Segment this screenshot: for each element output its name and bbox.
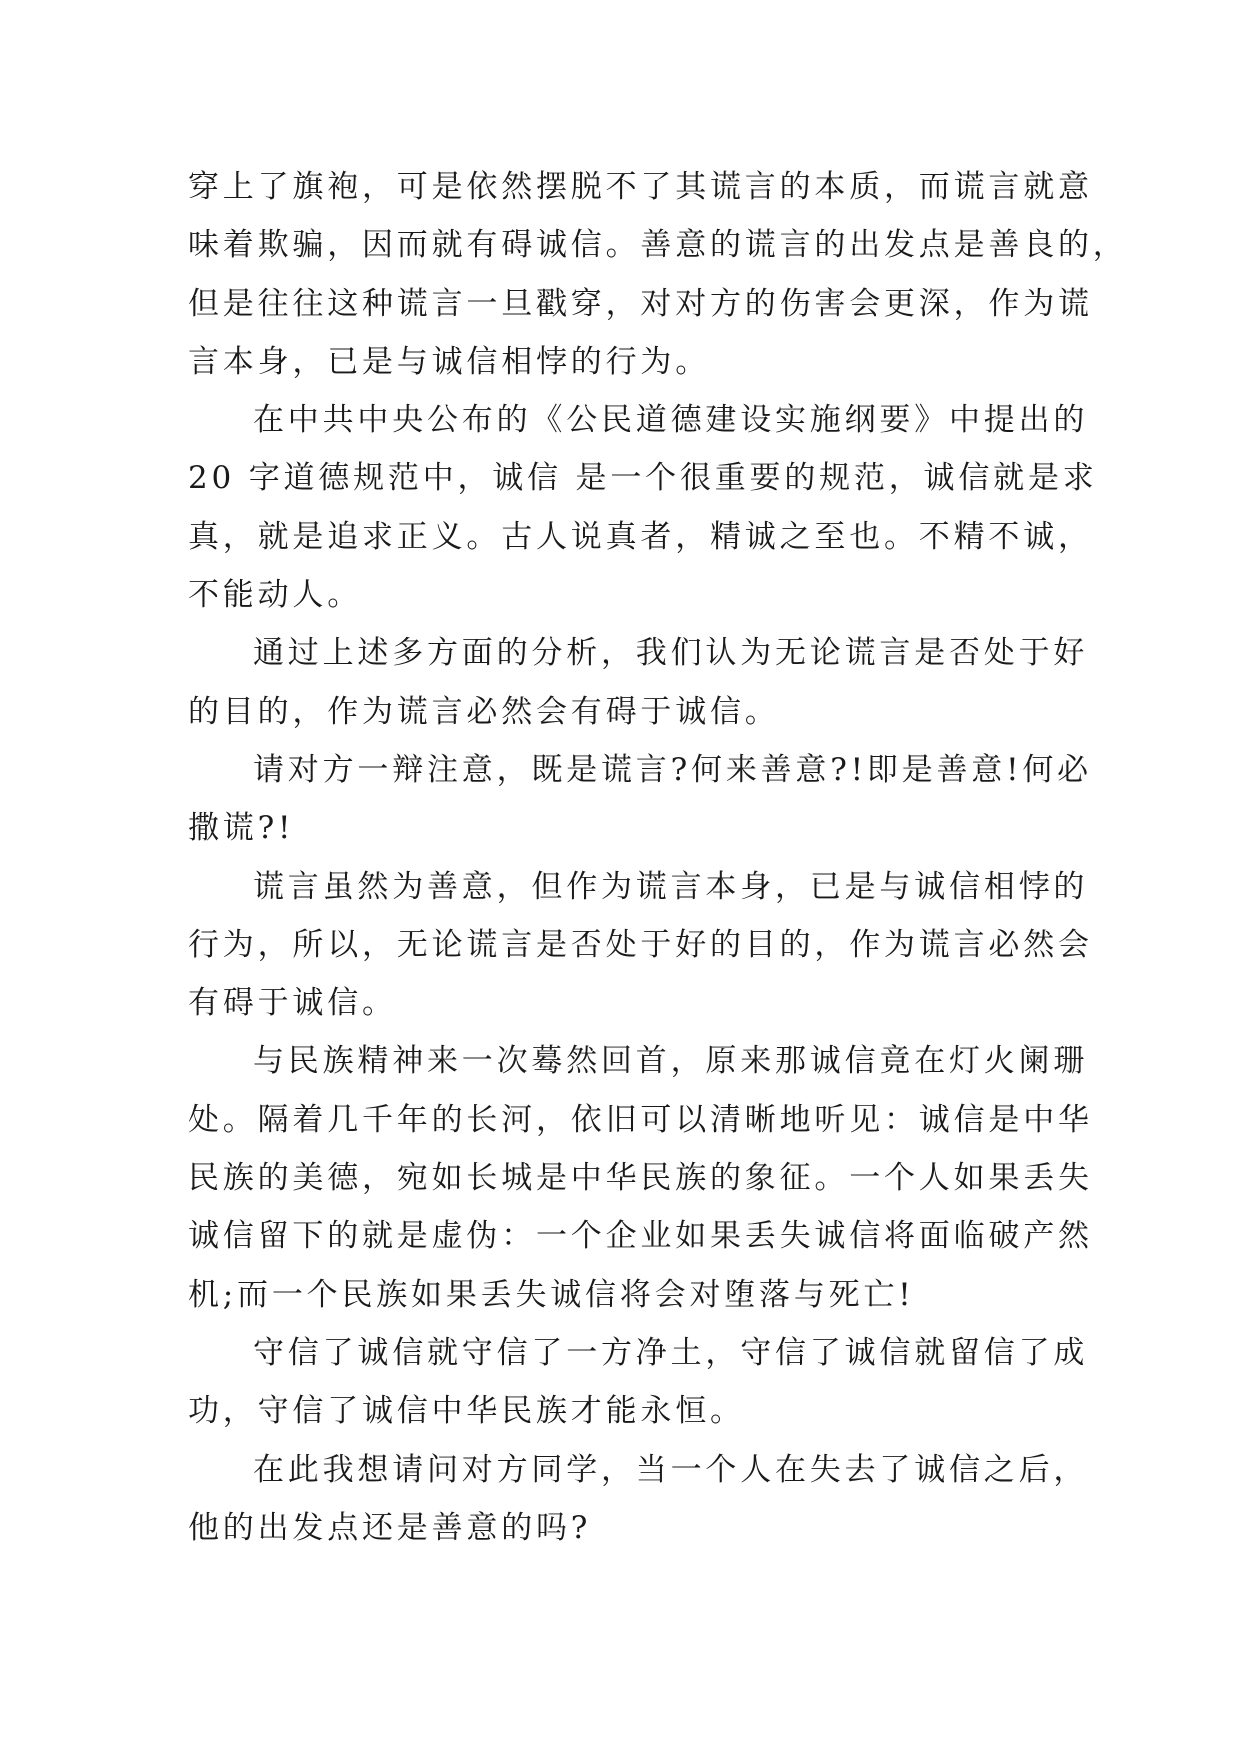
paragraph	[188, 741, 1092, 858]
text-line: 但是往往这种谎言一旦戳穿，对对方的伤害会更深，作为谎	[188, 285, 1093, 322]
text-line: 他的出发点还是善意的吗?	[188, 1509, 592, 1546]
paragraph	[188, 158, 1128, 391]
text-line: 处。隔着几千年的长河，依旧可以清晰地听见：诚信是中华	[188, 1101, 1093, 1138]
paragraph	[188, 624, 1089, 741]
text-line: 不能动人。	[188, 577, 362, 614]
text-line: 味着欺骗，因而就有碍诚信。善意的谎言的出发点是善良的，	[188, 227, 1128, 264]
paragraph	[188, 858, 1093, 1033]
text-line: 行为，所以，无论谎言是否处于好的目的，作为谎言必然会	[188, 926, 1093, 963]
text-line: 诚信留下的就是虚伪：一个企业如果丢失诚信将面临破产然	[188, 1218, 1093, 1255]
text-line: 请对方一辩注意，既是谎言?何来善意?!即是善意!何必	[253, 751, 1092, 788]
text-line: 民族的美德，宛如长城是中华民族的象征。一个人如果丢失	[188, 1160, 1093, 1197]
text-line: 通过上述多方面的分析，我们认为无论谎言是否处于好	[253, 635, 1089, 672]
text-line: 在此我想请问对方同学，当一个人在失去了诚信之后，	[253, 1451, 1089, 1488]
paragraph	[188, 391, 1098, 624]
text-line: 谎言虽然为善意，但作为谎言本身，已是与诚信相悖的	[253, 868, 1089, 905]
paragraph	[188, 1441, 1089, 1558]
text-line: 有碍于诚信。	[188, 985, 397, 1022]
paragraph	[188, 1032, 1093, 1323]
text-line: 20 字道德规范中，诚信 是一个很重要的规范，诚信就是求	[188, 460, 1098, 497]
text-line: 穿上了旗袍，可是依然摆脱不了其谎言的本质，而谎言就意	[188, 169, 1093, 205]
paragraph	[188, 1324, 1089, 1441]
text-line: 言本身，已是与诚信相悖的行为。	[188, 343, 710, 380]
document-body	[188, 158, 1128, 1557]
text-line: 在中共中央公布的《公民道德建设实施纲要》中提出的	[253, 402, 1089, 439]
text-line: 功，守信了诚信中华民族才能永恒。	[188, 1393, 745, 1430]
text-line: 与民族精神来一次蓦然回首，原来那诚信竟在灯火阑珊	[253, 1043, 1089, 1080]
text-line: 机;而一个民族如果丢失诚信将会对堕落与死亡!	[188, 1276, 915, 1313]
text-line: 的目的，作为谎言必然会有碍于诚信。	[188, 693, 780, 730]
text-line: 真，就是追求正义。古人说真者，精诚之至也。不精不诚，	[188, 518, 1093, 555]
text-line: 撒谎?!	[188, 810, 295, 847]
text-line: 守信了诚信就守信了一方净土，守信了诚信就留信了成	[253, 1334, 1089, 1371]
